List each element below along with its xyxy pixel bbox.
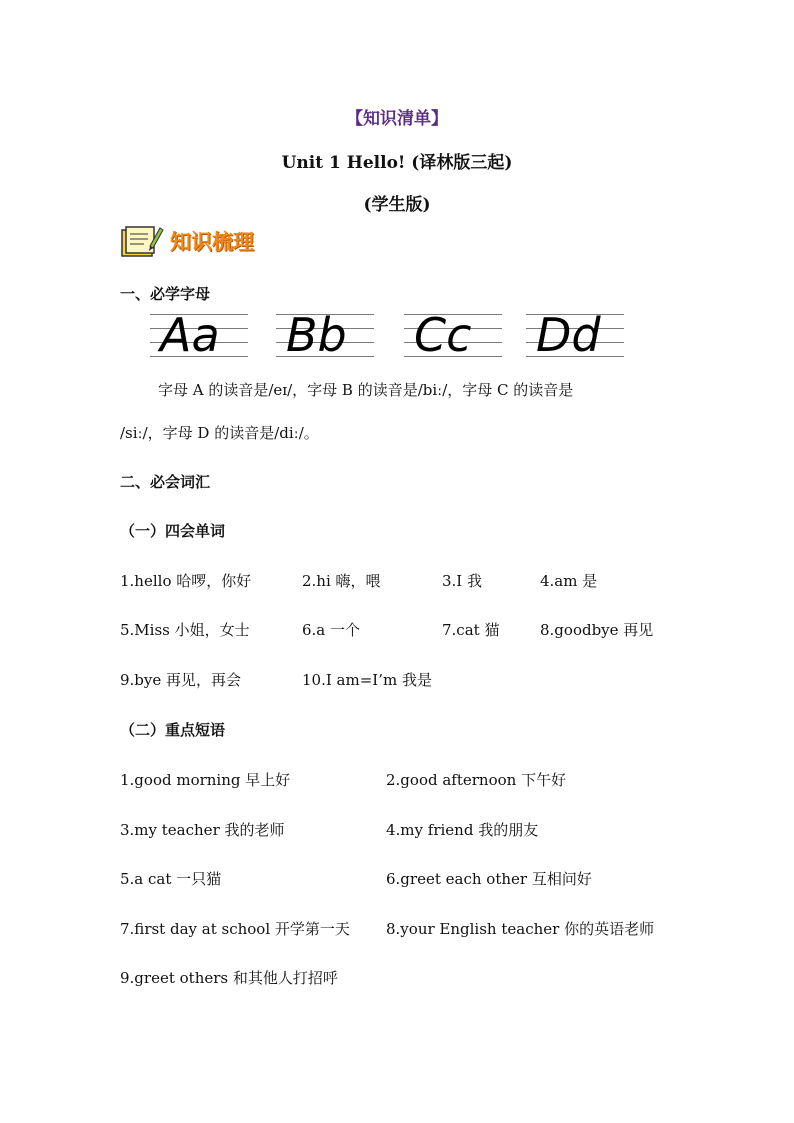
word-item: 1.hello 哈啰，你好: [120, 572, 252, 590]
letter-pair-a: Aa: [160, 308, 220, 362]
part2-heading: 二、必会词汇: [120, 473, 211, 491]
letter-pair-c: Cc: [414, 308, 472, 362]
bracket-title: 【知识清单】: [346, 109, 448, 129]
phrase-item: 8.your English teacher 你的英语老师: [386, 920, 655, 938]
letter-box-b: [276, 308, 374, 370]
words-subheading: （一）四会单词: [120, 522, 226, 540]
phrase-item: 7.first day at school 开学第一天: [120, 920, 350, 938]
phrases-subheading: （二）重点短语: [120, 721, 226, 739]
page-title: Unit 1 Hello! (译林版三起): [281, 153, 513, 173]
word-item: 2.hi 嗨，喂: [302, 572, 381, 590]
part1-heading: 一、必学字母: [120, 285, 211, 303]
phrase-item: 4.my friend 我的朋友: [386, 821, 539, 839]
phrase-item: 3.my teacher 我的老师: [120, 821, 285, 839]
letter-pair-d: Dd: [536, 308, 601, 362]
word-item: 10.I am=I’m 我是: [302, 671, 432, 689]
pronunciation-line-2: /siː/，字母 D 的读音是/diː/。: [120, 424, 319, 442]
phrase-item: 1.good morning 早上好: [120, 771, 291, 789]
letter-box-c: [404, 308, 502, 370]
letter-box-d: [526, 308, 624, 370]
letter-pair-b: Bb: [286, 308, 347, 362]
word-item: 5.Miss 小姐，女士: [120, 621, 250, 639]
phrase-item: 9.greet others 和其他人打招呼: [120, 969, 338, 987]
section-banner-label: 知识梳理: [170, 230, 254, 254]
letter-writing-row: [150, 308, 630, 374]
phrase-item: 5.a cat 一只猫: [120, 870, 222, 888]
word-item: 4.am 是: [540, 572, 598, 590]
word-list: [120, 570, 720, 700]
word-item: 8.goodbye 再见: [540, 621, 654, 639]
phrase-list: [120, 769, 720, 999]
page-subtitle: (学生版): [363, 195, 431, 215]
notebook-pencil-icon: [120, 224, 164, 258]
phrase-item: 6.greet each other 互相问好: [386, 870, 592, 888]
letter-box-a: [150, 308, 248, 370]
phrase-item: 2.good afternoon 下午好: [386, 771, 567, 789]
pronunciation-line-1: 字母 A 的读音是/eɪ/，字母 B 的读音是/biː/，字母 C 的读音是: [158, 381, 574, 399]
word-item: 9.bye 再见，再会: [120, 671, 242, 689]
word-item: 6.a 一个: [302, 621, 361, 639]
word-item: 7.cat 猫: [442, 621, 500, 639]
word-item: 3.I 我: [442, 572, 483, 590]
